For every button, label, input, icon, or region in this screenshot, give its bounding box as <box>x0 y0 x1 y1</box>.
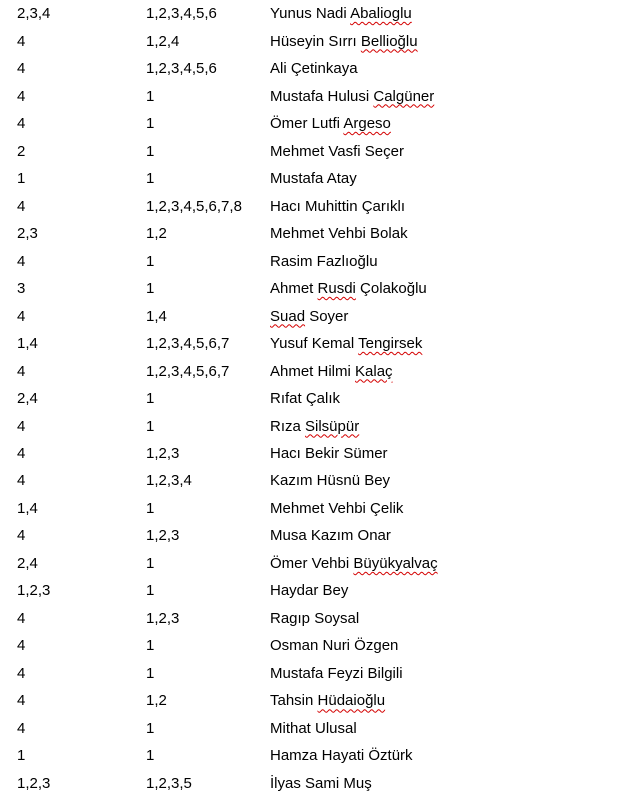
cell-col1: 4 <box>17 60 26 78</box>
table-row <box>0 220 644 247</box>
table-row <box>0 192 644 219</box>
table-row <box>0 742 644 769</box>
cell-col2: 1 <box>146 170 155 188</box>
cell-name: Mithat Ulusal <box>270 719 357 737</box>
cell-col1: 2,3,4 <box>17 5 51 23</box>
cell-col2: 1 <box>146 719 155 737</box>
cell-col1: 1,4 <box>17 335 38 353</box>
table-row <box>0 550 644 577</box>
cell-name: Ragıp Soysal <box>270 609 360 627</box>
cell-name: Mehmet Vehbi Çelik <box>270 499 404 517</box>
cell-col2: 1,2,3,4,5,6,7 <box>146 362 230 380</box>
table-row <box>0 0 644 27</box>
cell-col2: 1 <box>146 390 155 408</box>
table-row <box>0 440 644 467</box>
cell-name: Hacı Muhittin Çarıklı <box>270 197 406 215</box>
spellcheck-word: Büyükyalvaç <box>353 554 438 572</box>
cell-name: Haydar Bey <box>270 582 349 600</box>
cell-col2: 1,2,3 <box>146 609 180 627</box>
cell-col2: 1 <box>146 87 155 105</box>
cell-col2: 1,2,3,4,5,6 <box>146 5 217 23</box>
spellcheck-word: Suad <box>270 307 306 325</box>
spellcheck-word: Tengirsek <box>358 335 423 353</box>
table-row <box>0 770 644 797</box>
cell-col1: 2,3 <box>17 225 38 243</box>
spellcheck-word: Rusdi <box>317 280 356 298</box>
cell-col1: 4 <box>17 609 26 627</box>
cell-name: Tahsin Hüdaioğlu <box>270 692 386 710</box>
table-row <box>0 715 644 742</box>
table-row <box>0 522 644 549</box>
cell-col2: 1 <box>146 252 155 270</box>
cell-name: Mehmet Vasfi Seçer <box>270 142 404 160</box>
cell-col1: 4 <box>17 692 26 710</box>
table-row <box>0 137 644 164</box>
cell-col1: 4 <box>17 444 26 462</box>
cell-col2: 1,2,3,4,5,6 <box>146 60 217 78</box>
cell-name: Hamza Hayati Öztürk <box>270 747 413 765</box>
cell-col2: 1,2,3,5 <box>146 774 192 792</box>
cell-name: Musa Kazım Onar <box>270 527 391 545</box>
cell-col1: 1,2,3 <box>17 582 51 600</box>
table-row <box>0 330 644 357</box>
cell-name: Ömer Lutfi Argeso <box>270 115 391 133</box>
spellcheck-word: Kalaç <box>355 362 393 380</box>
cell-col2: 1,2,4 <box>146 32 180 50</box>
cell-name: Mehmet Vehbi Bolak <box>270 225 408 243</box>
cell-col2: 1,2,3,4,5,6,7 <box>146 335 230 353</box>
spellcheck-word: Hüdaioğlu <box>317 692 386 710</box>
cell-col1: 2 <box>17 142 26 160</box>
cell-col1: 2,4 <box>17 554 38 572</box>
cell-col1: 3 <box>17 280 26 298</box>
table-row <box>0 27 644 54</box>
cell-col1: 4 <box>17 719 26 737</box>
cell-col2: 1,2,3,4 <box>146 472 192 490</box>
cell-name: Ahmet Hilmi Kalaç <box>270 362 393 380</box>
cell-name: Ali Çetinkaya <box>270 60 358 78</box>
cell-name: Yusuf Kemal Tengirsek <box>270 335 423 353</box>
cell-name: Ömer Vehbi Büyükyalvaç <box>270 554 438 572</box>
table-row <box>0 660 644 687</box>
cell-col2: 1 <box>146 499 155 517</box>
cell-name: Hacı Bekir Sümer <box>270 444 388 462</box>
spellcheck-word: Bellioğlu <box>360 32 418 50</box>
table-row <box>0 687 644 714</box>
cell-col2: 1,2,3 <box>146 444 180 462</box>
cell-name: Osman Nuri Özgen <box>270 637 399 655</box>
table-row <box>0 385 644 412</box>
cell-name: Mustafa Atay <box>270 170 357 188</box>
cell-col2: 1 <box>146 280 155 298</box>
cell-col2: 1,2 <box>146 692 167 710</box>
cell-col2: 1 <box>146 637 155 655</box>
cell-col1: 4 <box>17 417 26 435</box>
table-row <box>0 247 644 274</box>
cell-col1: 4 <box>17 362 26 380</box>
cell-col2: 1 <box>146 115 155 133</box>
table-row <box>0 632 644 659</box>
cell-name: Ahmet Rusdi Çolakoğlu <box>270 280 427 298</box>
cell-col1: 1,2,3 <box>17 774 51 792</box>
table-row <box>0 275 644 302</box>
cell-col1: 4 <box>17 664 26 682</box>
cell-col2: 1 <box>146 554 155 572</box>
cell-col2: 1 <box>146 417 155 435</box>
table-row <box>0 577 644 604</box>
cell-col1: 4 <box>17 32 26 50</box>
table-row <box>0 165 644 192</box>
table-row <box>0 412 644 439</box>
table-row <box>0 467 644 494</box>
cell-col1: 2,4 <box>17 390 38 408</box>
cell-col1: 4 <box>17 527 26 545</box>
cell-name: Rıfat Çalık <box>270 390 341 408</box>
table-row <box>0 605 644 632</box>
table-row <box>0 110 644 137</box>
cell-col1: 4 <box>17 115 26 133</box>
cell-col1: 4 <box>17 197 26 215</box>
cell-col1: 4 <box>17 252 26 270</box>
cell-col2: 1,2 <box>146 225 167 243</box>
cell-col2: 1 <box>146 142 155 160</box>
cell-col1: 1 <box>17 170 26 188</box>
cell-col2: 1 <box>146 582 155 600</box>
cell-col1: 1,4 <box>17 499 38 517</box>
spellcheck-word: Calgüner <box>373 87 435 105</box>
cell-name: Mustafa Hulusi Calgüner <box>270 87 435 105</box>
table-row <box>0 302 644 329</box>
cell-col2: 1,4 <box>146 307 167 325</box>
cell-name: Mustafa Feyzi Bilgili <box>270 664 403 682</box>
table-row <box>0 82 644 109</box>
cell-col2: 1 <box>146 747 155 765</box>
cell-name: Kazım Hüsnü Bey <box>270 472 391 490</box>
spellcheck-word: Abalioglu <box>350 5 412 23</box>
cell-name: Rıza Silsüpür <box>270 417 360 435</box>
cell-col1: 4 <box>17 472 26 490</box>
cell-col1: 4 <box>17 307 26 325</box>
cell-name: Suad Soyer <box>270 307 349 325</box>
table-row <box>0 495 644 522</box>
cell-col2: 1 <box>146 664 155 682</box>
cell-col2: 1,2,3 <box>146 527 180 545</box>
cell-col1: 1 <box>17 747 26 765</box>
table-row <box>0 357 644 384</box>
spellcheck-word: Silsüpür <box>305 417 360 435</box>
cell-name: İlyas Sami Muş <box>270 774 372 792</box>
cell-col1: 4 <box>17 637 26 655</box>
cell-col1: 4 <box>17 87 26 105</box>
spellcheck-word: Argeso <box>343 115 391 133</box>
cell-name: Rasim Fazlıoğlu <box>270 252 378 270</box>
cell-name: Hüseyin Sırrı Bellioğlu <box>270 32 418 50</box>
cell-col2: 1,2,3,4,5,6,7,8 <box>146 197 242 215</box>
table-row <box>0 55 644 82</box>
cell-name: Yunus Nadi Abalioglu <box>270 5 412 23</box>
